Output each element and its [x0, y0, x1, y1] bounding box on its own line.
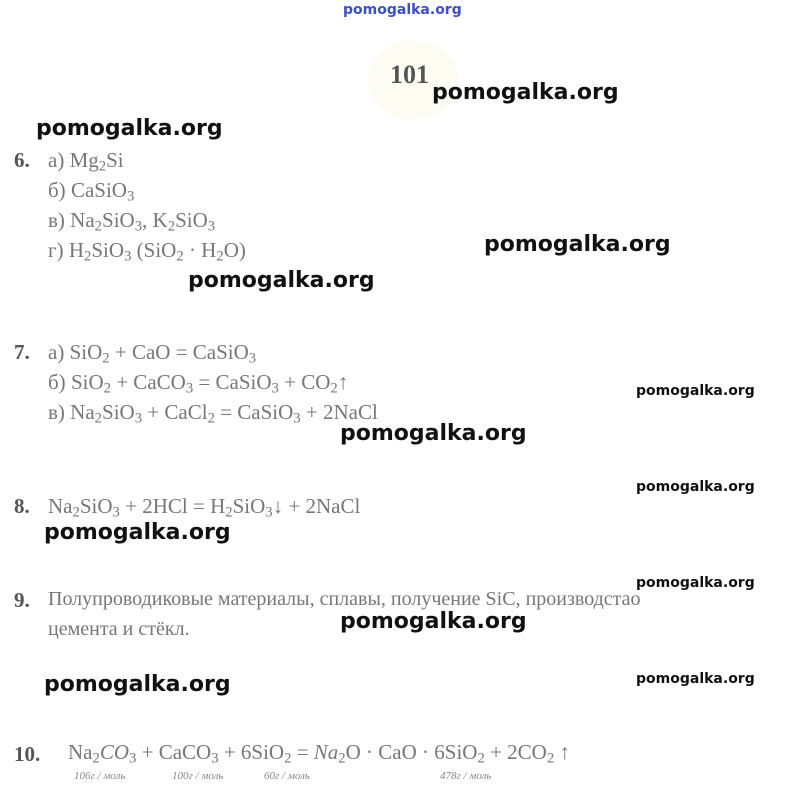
- task-6-v: в) $Na_2SiO_3$, $K_2SiO_3$: [48, 208, 216, 235]
- task-6-a: а) $Mg_2Si$: [48, 148, 124, 175]
- task-8-equation: $Na_2SiO_3 + 2HCl$ = $H_2SiO_3↓$ + 2NaCl: [48, 494, 361, 521]
- watermark: pomogalka.org: [340, 421, 527, 446]
- watermark: pomogalka.org: [636, 479, 755, 495]
- watermark: pomogalka.org: [432, 80, 619, 105]
- task-10-number: 10.: [14, 742, 41, 766]
- molar-mass-sio2: 60г / моль: [264, 770, 310, 782]
- watermark: pomogalka.org: [484, 232, 671, 257]
- task-6-b: б) CaSiO$_3$: [48, 178, 135, 205]
- task-9-number: 9.: [14, 588, 30, 612]
- task-7-number: 7.: [14, 340, 30, 364]
- task-8-number: 8.: [14, 494, 30, 518]
- watermark: pomogalka.org: [188, 268, 375, 293]
- task-7-v: в) $Na_2SiO_3$ + CaCl$_2$ = CaSiO$_3$ + 2NaCl: [48, 400, 378, 427]
- watermark: pomogalka.org: [636, 671, 755, 687]
- watermark: pomogalka.org: [636, 383, 755, 399]
- task-9-line-1: Полупроводиковые материалы, сплавы, получение SiC, производстао: [48, 588, 641, 610]
- watermark: pomogalka.org: [636, 575, 755, 591]
- molar-mass-glass: 478г / моль: [440, 770, 492, 782]
- task-6-g: г) $H_2SiO_3$ $(SiO_2 \cdot H_2O)$: [48, 238, 246, 265]
- watermark-top[interactable]: pomogalka.org: [343, 2, 462, 18]
- task-10-equation: $Na_2CO_3$ + CaCO$_3$ + $6SiO_2 = Na_2O$ · CaO · $6SiO_2 + 2CO_2$ ↑: [68, 740, 570, 767]
- watermark: pomogalka.org: [44, 672, 231, 697]
- task-7-a: а) SiO$_2$ + CaO = CaSiO$_3$: [48, 340, 257, 367]
- molar-mass-na2co3: 106г / моль: [74, 770, 126, 782]
- watermark: pomogalka.org: [44, 520, 231, 545]
- watermark: pomogalka.org: [340, 609, 527, 634]
- task-7-b: б) SiO$_2$ + CaCO$_3$ = CaSiO$_3$ + $CO_2↑$: [48, 370, 349, 397]
- watermark: pomogalka.org: [36, 116, 223, 141]
- molar-mass-caco3: 100г / моль: [172, 770, 224, 782]
- task-6-number: 6.: [14, 148, 30, 172]
- task-9-line-2: цемента и стёкл.: [48, 618, 190, 640]
- page-number: 101: [390, 60, 429, 89]
